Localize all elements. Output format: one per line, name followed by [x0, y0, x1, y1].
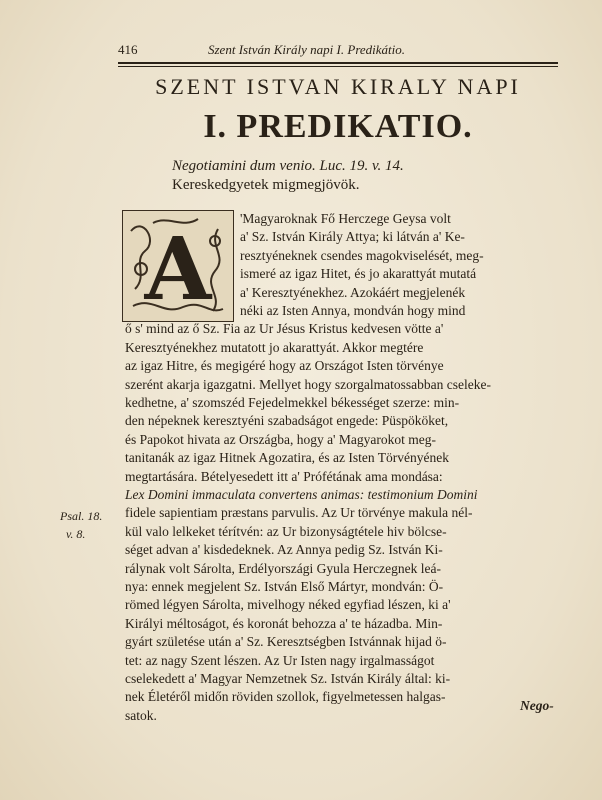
text-line: szerént akarja igazgatni. Mellyet hogy szorgalmatossabban cseleke- — [125, 376, 491, 392]
text-line: ismeré az igaz Hitet, és jo akarattyát mutatá — [240, 266, 477, 282]
text-line: a' Keresztyénekhez. Azokáért megjelenék — [240, 284, 466, 300]
ornamental-initial — [122, 210, 234, 322]
text-line: fidele sapientiam præstans parvulis. Az Ur törvénye makula nél- — [125, 505, 473, 521]
scripture-hungarian: Kereskedgyetek migmegjövök. — [172, 177, 360, 193]
text-line: megtartására. Bételyesedett itt a' Prófétának ama mondása: — [125, 468, 443, 484]
text-line: satok. — [125, 707, 157, 723]
text-line: cselekedett a' Magyar Nemzetnek Sz. István Király által: ki- — [125, 671, 451, 686]
sermon-title-line1: SZENT ISTVAN KIRALY NAPI — [155, 74, 521, 99]
text-line: az igaz Hitre, és megigéré hogy az Országot Isten törvénye — [125, 358, 444, 374]
page-number: 416 — [118, 42, 138, 57]
text-line: gyárt születése után a' Sz. Keresztségben Istvánnak hijad ö- — [125, 634, 447, 650]
text-line: és Papokot hivata az Országba, hogy a' Magyarokot meg- — [125, 431, 436, 447]
text-line: Keresztyénekhez mutatott jo akarattyát. Akkor megtére — [125, 339, 424, 355]
running-header — [118, 40, 558, 60]
text-line: resztyéneknek csendes magokviselését, meg- — [240, 247, 484, 263]
text-line: tet: az nagy Szent lészen. Az Ur Isten nagy irgalmasságot — [125, 652, 435, 668]
text-line: den népeknek keresztyéni szabadságot engede: Püspököket, — [125, 413, 449, 429]
text-line: séget advan a' kisdedeknek. Az Annya pedig Sz. István Ki- — [125, 542, 443, 558]
text-line: Lex Domini immaculata convertens animas: testimonium Domini — [125, 487, 478, 502]
header-rule-thick — [118, 62, 558, 64]
text-line: nya: ennek megjelent Sz. István Első Mártyr, mondván: Ö- — [125, 579, 444, 594]
text-line: römed légyen Sárolta, mivelhogy néked egyfiad lészen, ki a' — [125, 597, 451, 613]
svg-text:A: A — [144, 219, 212, 320]
text-line: rálynak volt Sárolta, Erdélyországi Gyula Herczegnek leá- — [125, 560, 441, 576]
text-line: tanitanák az igaz Hitnek Agozatira, és az Isten Törvényének — [125, 450, 449, 466]
text-line: Királyi méltoságot, és koronát behozza a' te házadba. Min- — [125, 615, 443, 631]
text-line: kül valo lelkeket térítvén: az Ur bizonyságtétele hiv bölcse- — [125, 523, 447, 539]
text-line: nek Életéről midőn röviden szollok, figyelmetessen halgas- — [125, 689, 446, 705]
margin-note-psalm: Psal. 18. — [60, 509, 103, 523]
text-line: ő s' mind az ő Sz. Fia az Ur Jésus Kristus kedvesen vötte a' — [125, 321, 444, 337]
text-line: kedhetne, a' szomszéd Fejedelmekkel békességet szerze: min- — [125, 395, 460, 410]
text-line: néki az Isten Annya, mondván hogy mind — [240, 303, 466, 318]
scripture-latin: Negotiamini dum venio. Luc. 19. v. 14. — [172, 158, 404, 174]
header-rule-thin — [118, 66, 558, 67]
running-title: Szent István Király napi I. Predikátio. — [208, 42, 406, 57]
catchword: Nego- — [520, 698, 554, 713]
sermon-title-line2: I. PREDIKATIO. — [203, 108, 473, 145]
ornamental-initial-a-icon — [123, 211, 233, 321]
text-line: 'Magyaroknak Fő Herczege Geysa volt — [240, 211, 451, 226]
margin-note-verse: v. 8. — [66, 527, 86, 541]
text-line: a' Sz. István Király Attya; ki látván a' Ke- — [240, 229, 465, 245]
